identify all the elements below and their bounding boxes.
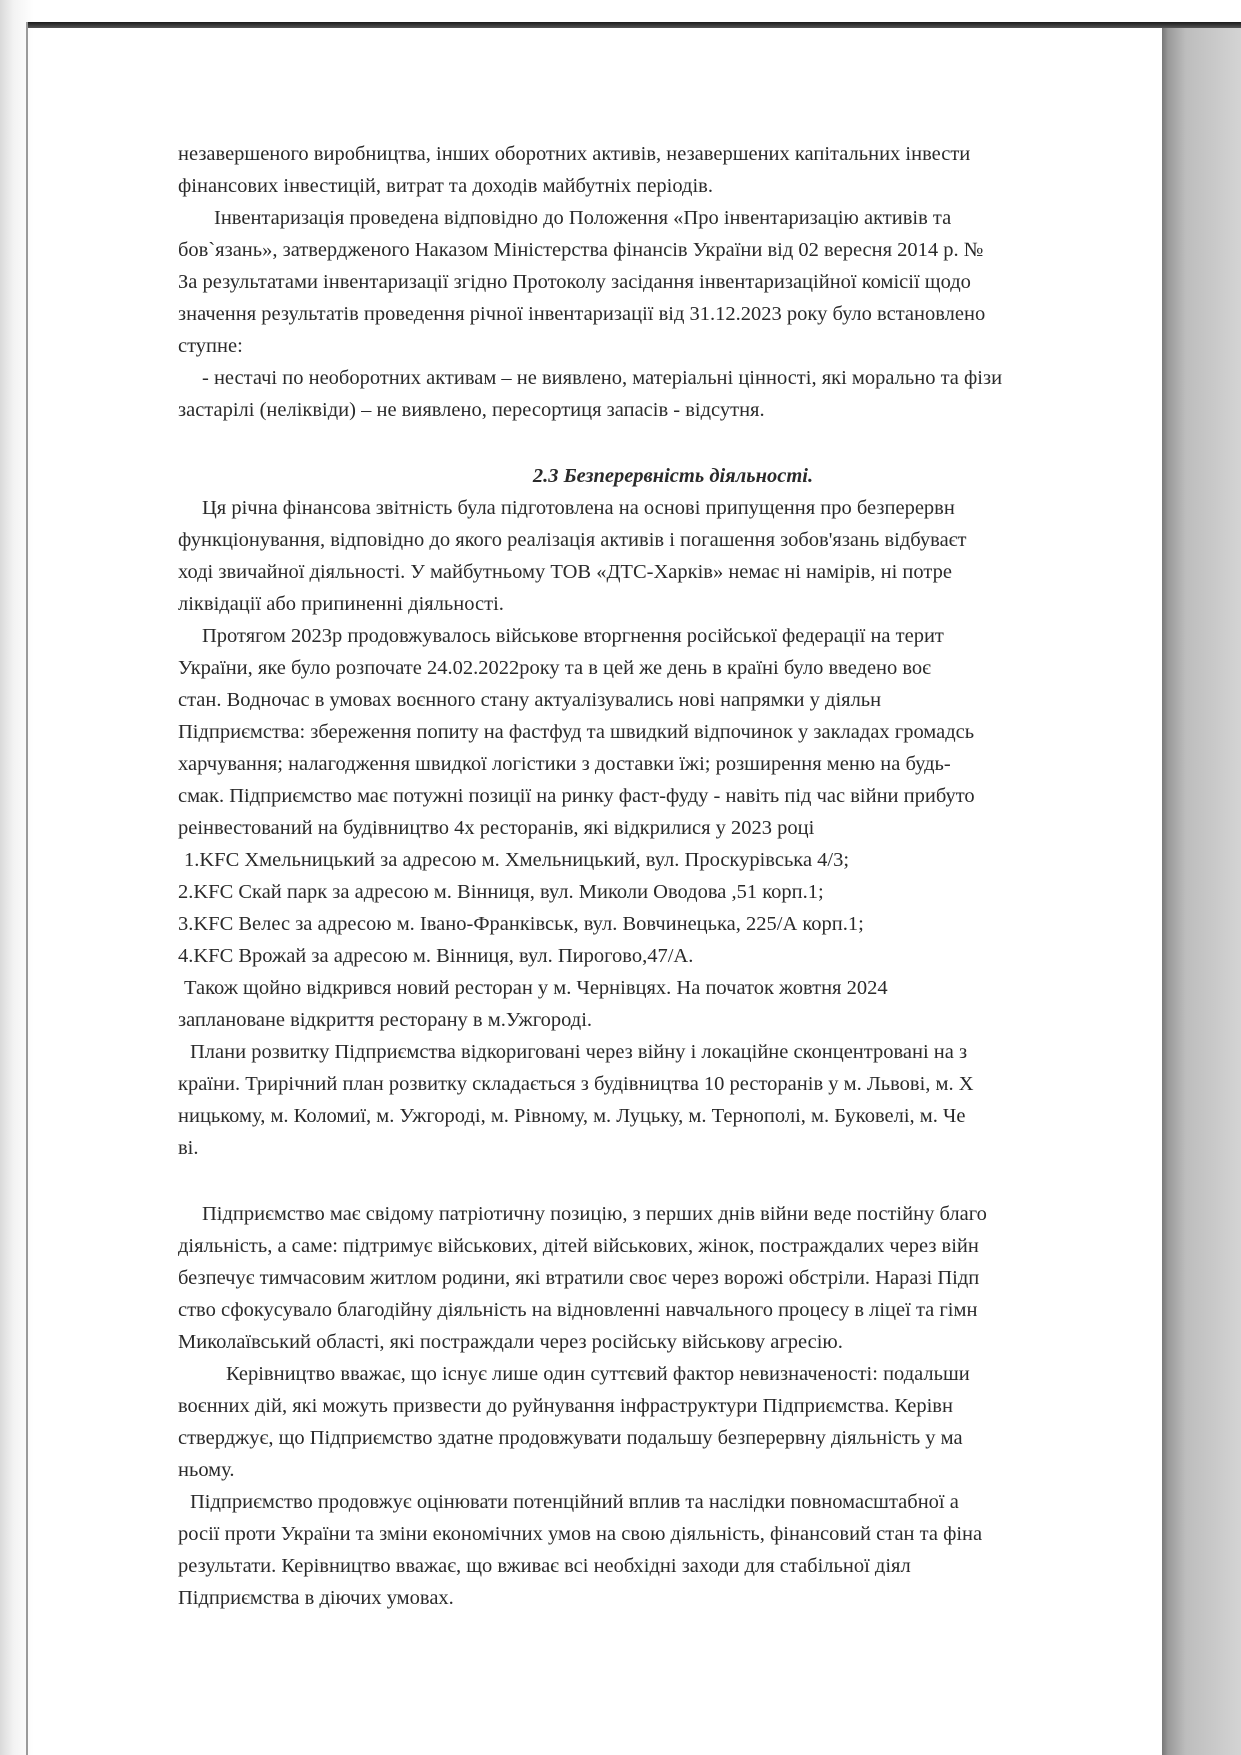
text-line: воєнних дій, які можуть призвести до руйнування інфраструктури Підприємства. Керівн bbox=[178, 1395, 953, 1417]
text-line: Протягом 2023р продовжувалось військове вторгнення російської федерації на терит bbox=[202, 625, 944, 647]
text-line: ві. bbox=[178, 1137, 199, 1159]
document-page bbox=[178, 138, 1168, 1614]
scan-left-edge bbox=[0, 0, 34, 1755]
text-line: Підприємства: збереження попиту на фастфуд та швидкий відпочинок у закладах громадсь bbox=[178, 721, 975, 743]
text-line: безпечує тимчасовим житлом родини, які втратили своє через ворожі обстріли. Наразі Підп bbox=[178, 1267, 980, 1289]
text-line: Миколаївський області, які постраждали через російську військову агресію. bbox=[178, 1331, 843, 1353]
text-line: Підприємства в діючих умовах. bbox=[178, 1587, 454, 1609]
text-line: бов`язань», затвердженого Наказом Міністерства фінансів України від 02 вересня 2014 р. № bbox=[178, 239, 984, 261]
text-line: смак. Підприємство має потужні позиції на ринку фаст-фуду - навіть під час війни прибуто bbox=[178, 785, 975, 807]
list-item: 2.KFC Скай парк за адресою м. Вінниця, вул. Миколи Оводова ,51 корп.1; bbox=[178, 881, 824, 903]
text-line: заплановане відкриття ресторану в м.Ужгороді. bbox=[178, 1009, 593, 1031]
scan-top-border bbox=[28, 22, 1241, 28]
adjacent-page-shadow bbox=[1162, 28, 1241, 1755]
blank-line bbox=[178, 426, 1168, 460]
text-line: застарілі (неліквіди) – не виявлено, пересортиця запасів - відсутня. bbox=[178, 399, 765, 421]
text-line: результати. Керівництво вважає, що вживає всі необхідні заходи для стабільної діял bbox=[178, 1555, 911, 1577]
text-line: України, яке було розпочате 24.02.2022року та в цей же день в країні було введено воє bbox=[178, 657, 931, 679]
text-line: країни. Трирічний план розвитку складається з будівництва 10 ресторанів у м. Львові, м. Х bbox=[178, 1073, 974, 1095]
text-line: ліквідації або припиненні діяльності. bbox=[178, 593, 504, 615]
text-line: харчування; налагодження швидкої логістики з доставки їжі; розширення меню на будь- bbox=[178, 753, 951, 775]
text-line: функціонування, відповідно до якого реалізація активів і погашення зобов'язань відбуваєт bbox=[178, 529, 967, 551]
list-item: 1.KFC Хмельницький за адресою м. Хмельницький, вул. Проскурівська 4/3; bbox=[184, 849, 850, 871]
text-line: значення результатів проведення річної інвентаризації від 31.12.2023 року було встановлено bbox=[178, 303, 986, 325]
list-item: 3.KFC Велес за адресою м. Івано-Франківськ, вул. Вовчинецька, 225/А корп.1; bbox=[178, 913, 864, 935]
text-line: стан. Водночас в умовах воєнного стану актуалізувались нові напрямки у діяльн bbox=[178, 689, 882, 711]
text-line: - нестачі по необоротних активам – не виявлено, матеріальні цінності, які морально та фізи bbox=[202, 367, 1003, 389]
text-line: Також щойно відкрився новий ресторан у м. Чернівцях. На початок жовтня 2024 bbox=[184, 977, 888, 999]
text-line: Плани розвитку Підприємства відкориговані через війну і локаційне сконцентровані на з bbox=[190, 1041, 968, 1063]
section-heading: 2.3 Безперервність діяльності. bbox=[532, 465, 814, 487]
text-line: ході звичайної діяльності. У майбутньому ТОВ «ДТС-Харків» немає ні намірів, ні потре bbox=[178, 561, 952, 583]
text-line: реінвестований на будівництво 4х ресторанів, які відкрилися у 2023 році bbox=[178, 817, 815, 839]
blank-line bbox=[178, 1164, 1168, 1198]
text-line: Підприємство продовжує оцінювати потенційний вплив та наслідки повномасштабної а bbox=[190, 1491, 959, 1513]
text-line: ство сфокусувало благодійну діяльність на відновленні навчального процесу в ліцеї та гімн bbox=[178, 1299, 978, 1321]
text-line: незавершеного виробництва, інших оборотних активів, незавершених капітальних інвести bbox=[178, 143, 971, 165]
text-line: Керівництво вважає, що існує лише один суттєвий фактор невизначеності: подальши bbox=[226, 1363, 970, 1385]
text-line: ньому. bbox=[178, 1459, 235, 1481]
scan-left-border bbox=[26, 22, 28, 1755]
text-line: Підприємство має свідому патріотичну позицію, з перших днів війни веде постійну благо bbox=[202, 1203, 987, 1225]
text-line: За результатами інвентаризації згідно Протоколу засідання інвентаризаційної комісії щодо bbox=[178, 271, 971, 293]
text-line: стверджує, що Підприємство здатне продовжувати подальшу безперервну діяльність у ма bbox=[178, 1427, 963, 1449]
text-line: росії проти України та зміни економічних умов на свою діяльність, фінансовий стан та фіна bbox=[178, 1523, 983, 1545]
text-line: ступне: bbox=[178, 335, 243, 357]
text-line: діяльність, а саме: підтримує військових, дітей військових, жінок, постраждалих через війн bbox=[178, 1235, 979, 1257]
text-line: Ця річна фінансова звітність була підготовлена на основі припущення про безперервн bbox=[202, 497, 955, 519]
list-item: 4.KFC Врожай за адресою м. Вінниця, вул. Пирогово,47/А. bbox=[178, 945, 694, 967]
text-line: ницькому, м. Коломиї, м. Ужгороді, м. Рівному, м. Луцьку, м. Тернополі, м. Буковелі, м. Че bbox=[178, 1105, 966, 1127]
text-line: фінансових інвестицій, витрат та доходів майбутніх періодів. bbox=[178, 175, 713, 197]
text-line: Інвентаризація проведена відповідно до Положення «Про інвентаризацію активів та bbox=[214, 207, 952, 229]
